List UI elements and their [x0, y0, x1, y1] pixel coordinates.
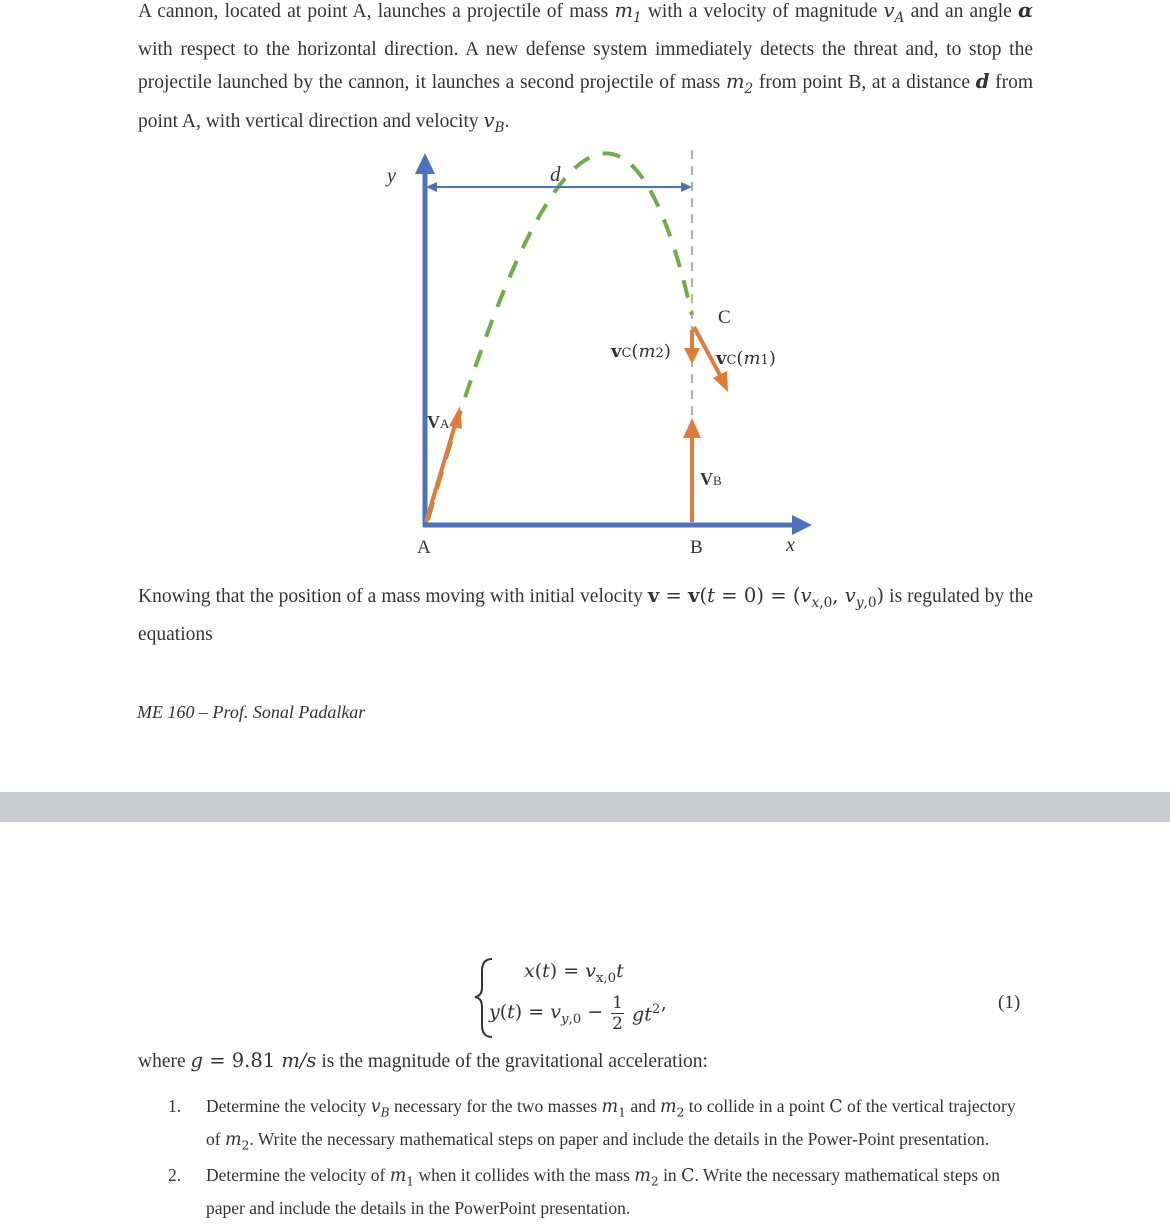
question-number: 2. — [168, 1165, 182, 1185]
intro-text-5: from point B, at a distance — [753, 71, 976, 93]
symbol-d: d — [975, 69, 990, 93]
intro-text-1: A cannon, located at point A, launches a projectile of mass — [138, 1, 615, 22]
question-text: Determine the velocity of $m_1$ when it collides with the mass $m_2$ in C. Write the necessary mathematical steps on paper and include the details in the PowerPoint presentation. — [206, 1165, 1001, 1218]
y-axis-label: y — [387, 165, 396, 187]
question-item — [168, 1162, 1028, 1222]
intro-text-4: with respect to the horizontal direction. A new defense system immediately detects the threat and, to stop the projectile launched by the cannon, it launches a second projectile of mass — [138, 38, 1033, 93]
symbol-g: g — [190, 1049, 203, 1072]
point-b-label: B — [690, 537, 703, 558]
vc-m1-label: vC(m1) — [716, 348, 776, 369]
va-label: VA — [427, 412, 450, 432]
unit-ms: m/s — [281, 1049, 317, 1072]
page-separator — [0, 792, 1170, 822]
equation-x: $x(t) = v_{x,0}t$ — [524, 960, 624, 986]
symbol-alpha: α — [1017, 0, 1033, 22]
fraction-denominator: 2 — [612, 1014, 623, 1034]
question-item — [168, 1093, 1028, 1159]
intro-text-6: from point A, with vertical direction and velocity — [138, 71, 1034, 132]
y-axis-arrowhead — [415, 153, 435, 174]
symbol-m2: $m_2$ — [725, 69, 754, 97]
knowing-text-1: Knowing that the position of a mass moving with initial velocity — [138, 586, 648, 607]
trajectory-curve — [428, 153, 692, 520]
symbol-va: $v_A$ — [883, 0, 905, 26]
d-label: d — [550, 162, 561, 186]
intro-text-2: with a velocity of magnitude — [641, 1, 884, 22]
vb-label: VB — [700, 469, 722, 489]
equation-number: (1) — [998, 992, 1021, 1013]
vb-arrowhead — [683, 418, 701, 438]
knowing-text-2: is regulated by the equations — [138, 586, 1033, 645]
va-arrow — [426, 425, 455, 522]
fraction-numerator: 1 — [612, 993, 623, 1013]
where-text: where g = 9.81 m/s is the magnitude of the gravitational acceleration: — [138, 1049, 708, 1072]
x-axis-label: x — [786, 534, 795, 556]
intro-text-3: and an angle — [904, 1, 1018, 22]
projectile-diagram — [0, 0, 1170, 570]
question-number: 1. — [168, 1096, 182, 1116]
question-text: Determine the velocity $v_B$ necessary for the two masses $m_1$ and $m_2$ to collide in a point C of the vertical trajectory of $m_2$. Write the necessary mathematical steps on paper and include the details in the Power-Point presentation. — [206, 1096, 1016, 1153]
x-axis-arrowhead — [792, 515, 812, 535]
va-arrowhead — [449, 406, 462, 429]
page-footer: ME 160 – Prof. Sonal Padalkar — [137, 702, 366, 722]
vc-m2-arrowhead — [684, 348, 700, 364]
equation-y: $y(t) = v_{y,0}$ − $\frac{1}{2}$ $gt^2$’ — [489, 993, 667, 1034]
point-a-label: A — [417, 537, 431, 558]
distance-arrowhead-left — [426, 182, 437, 192]
velocity-equation: $v = v(t = 0) = (v_{x,0}$, $v_{y,0}$) — [647, 584, 885, 611]
distance-arrowhead-right — [681, 182, 692, 192]
question-list — [168, 1093, 1028, 1225]
point-c-label: C — [718, 307, 731, 328]
knowing-paragraph — [138, 580, 1033, 651]
symbol-vb: $v_B$ — [483, 108, 505, 136]
symbol-m1: $m_1$ — [614, 0, 642, 26]
problem-intro: A cannon, located at point A, launches a projectile of mass $m_1$ with a velocity of magnitude $v_A$ and an angle α with respect to the horizontal direction. A new defense system immediately detects the threat and, to stop the projectile launched by the cannon, it launches a second projectile of mass $m_2$ from point B, at a distance d from point A, with vertical direction and velocity $v_B$. — [138, 0, 1034, 136]
vc-m2-label: vC(m2) — [611, 341, 671, 362]
